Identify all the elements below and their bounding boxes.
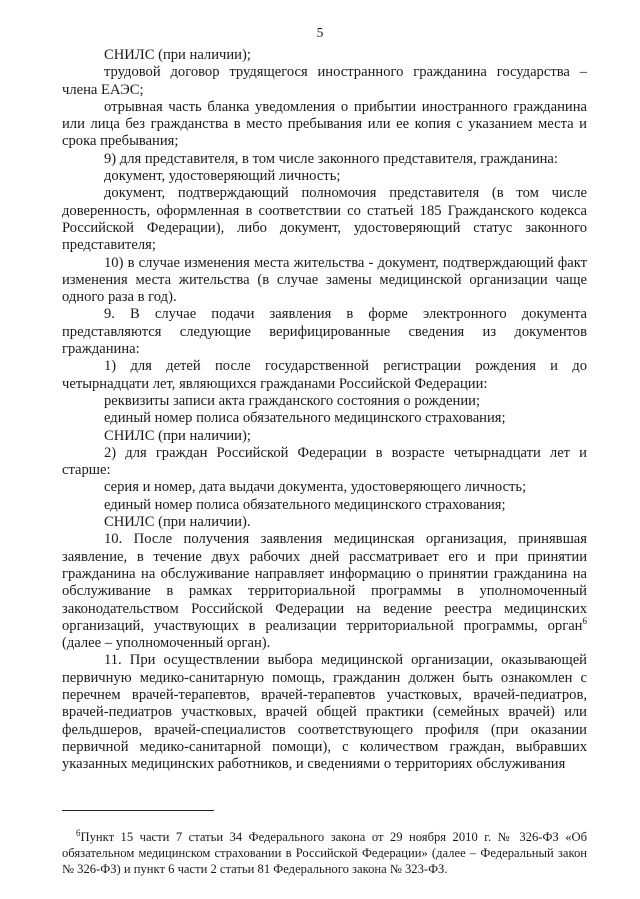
paragraph-10-text-end: (далее – уполномоченный орган). bbox=[62, 635, 271, 652]
paragraph: СНИЛС (при наличии); bbox=[104, 427, 251, 444]
footnote-reference: 6 bbox=[582, 615, 587, 626]
paragraph: 11. При осуществлении выбора медицинской организации, оказывающей первичную медико-санитарную помощь, гражданин должен быть ознакомлен с перечнем врачей-терапевтов, врачей-терапевтов участковых, врачей-педиатров, врачей-педиатров участковых, врачей общей практики (семейных врачей) или фельдшеров, врачей-специалистов соответствующего профиля (при оказании первичной медико-санитарной помощи), с количеством граждан, выбравших указанных медицинских работников, и сведениями о территориях обслуживания bbox=[62, 652, 587, 773]
document-body bbox=[62, 47, 587, 773]
paragraph: серия и номер, дата выдачи документа, удостоверяющего личность; bbox=[104, 479, 527, 496]
paragraph-10-text: 10. После получения заявления медицинская организация, принявшая заявление, в течение двух рабочих дней рассматривает его и при принятии гражданина на обслуживание направляет информацию о принятии гражданина на обслуживание в рамках территориальной программы в уполномоченный законодательством Российской Федерации на ведение реестра медицинских организаций, участвующих в реализации территориальной программы, орган bbox=[62, 531, 587, 634]
paragraph: отрывная часть бланка уведомления о прибытии иностранного гражданина или лица без гражданства в место пребывания или ее копия с указанием места и срока пребывания; bbox=[62, 98, 587, 150]
paragraph: трудовой договор трудящегося иностранного гражданина государства – члена ЕАЭС; bbox=[62, 64, 587, 98]
paragraph: реквизиты записи акта гражданского состояния о рождении; bbox=[104, 392, 481, 409]
footnote-divider bbox=[62, 810, 214, 811]
paragraph: 2) для граждан Российской Федерации в возрасте четырнадцати лет и старше: bbox=[62, 444, 587, 479]
paragraph: документ, удостоверяющий личность; bbox=[104, 168, 341, 185]
paragraph: единый номер полиса обязательного медицинского страхования; bbox=[104, 496, 506, 513]
paragraph: документ, подтверждающий полномочия представителя (в том числе доверенность, оформленная в соответствии со статьей 185 Гражданского кодекса Российской Федерации), либо документ, удостоверяющий статус законного представителя; bbox=[62, 185, 587, 254]
footnote-mark: 6 bbox=[76, 827, 81, 838]
paragraph-10 bbox=[62, 531, 587, 652]
footnote-text: Пункт 15 части 7 статьи 34 Федерального закона от 29 ноября 2010 г. № 326-ФЗ «Об обязательном медицинском страховании в Российской Федерации» (далее – Федеральный закон № 326-ФЗ) и пункт 6 части 2 статьи 81 Федерального закона № 323-ФЗ. bbox=[62, 830, 587, 876]
footnote bbox=[62, 829, 587, 877]
paragraph: единый номер полиса обязательного медицинского страхования; bbox=[104, 410, 506, 427]
paragraph: СНИЛС (при наличии). bbox=[104, 514, 251, 531]
paragraph: СНИЛС (при наличии); bbox=[104, 47, 251, 63]
paragraph: 9. В случае подачи заявления в форме электронного документа представляются следующие верифицированные сведения из документов гражданина: bbox=[62, 306, 587, 358]
paragraph: 1) для детей после государственной регистрации рождения и до четырнадцати лет, являющихся гражданами Российской Федерации: bbox=[62, 358, 587, 392]
paragraph: 9) для представителя, в том числе законного представителя, гражданина: bbox=[104, 150, 558, 167]
paragraph: 10) в случае изменения места жительства - документ, подтверждающий факт изменения места жительства (в случае замены медицинской организации чаще одного раза в год). bbox=[62, 254, 587, 306]
page-number: 5 bbox=[316, 25, 324, 40]
